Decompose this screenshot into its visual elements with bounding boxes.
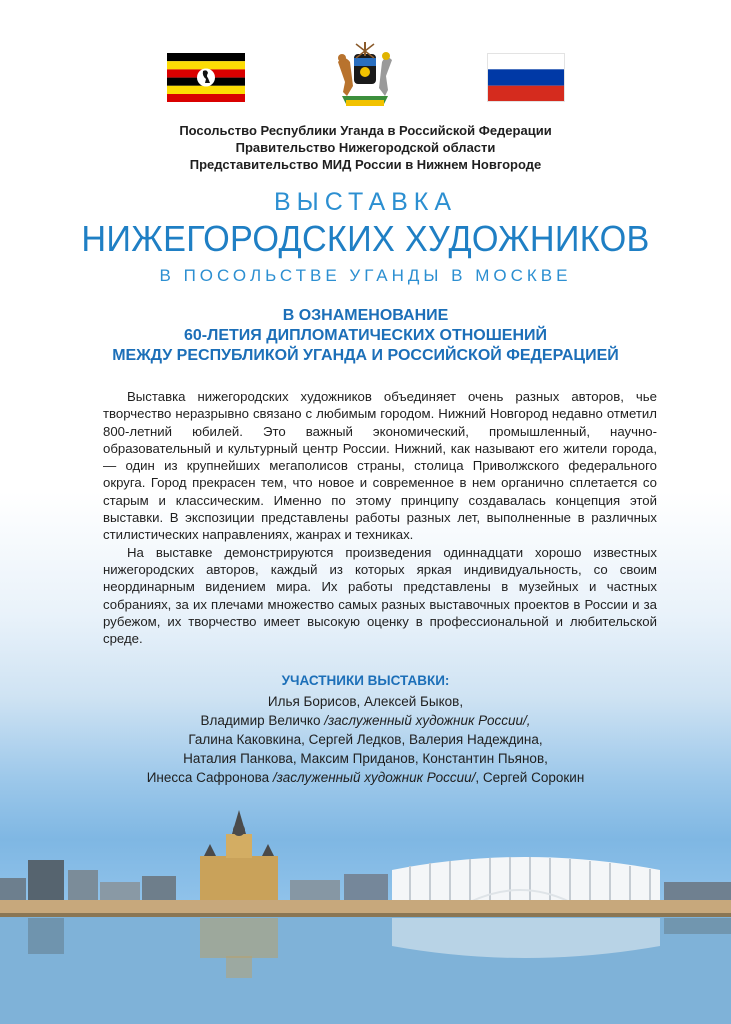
organizer-line: Правительство Нижегородской области (235, 140, 496, 155)
subtitle-block (0, 306, 731, 366)
organizer-line: Представительство МИД России в Нижнем Новгороде (189, 157, 542, 172)
participant-name: Владимир Величко (200, 713, 325, 728)
title-line1: ВЫСТАВКА (273, 188, 458, 216)
description-text (103, 388, 657, 647)
participants-line: Наталия Панкова, Максим Приданов, Константин Пьянов, (183, 751, 548, 766)
subtitle-line: МЕЖДУ РЕСПУБЛИКОЙ УГАНДА И РОССИЙСКОЙ ФЕДЕРАЦИЕЙ (112, 347, 619, 364)
title-line2: НИЖЕГОРОДСКИХ ХУДОЖНИКОВ (81, 218, 650, 259)
city-skyline-image (0, 800, 731, 1024)
participants-line (0, 768, 731, 787)
honorary-title: /заслуженный художник России/ (272, 770, 476, 785)
subtitle-line: 60-ЛЕТИЯ ДИПЛОМАТИЧЕСКИХ ОТНОШЕНИЙ (183, 327, 548, 344)
organizers-block (0, 122, 731, 173)
participants-list (0, 692, 731, 787)
organizer-line: Посольство Республики Уганда в Российской Федерации (179, 123, 552, 138)
russia-flag-icon (487, 53, 565, 102)
participants-line: Галина Каковкина, Сергей Ледков, Валерия Надеждина, (188, 732, 543, 747)
participants-line (0, 711, 731, 730)
paragraph: На выставке демонстрируются произведения одиннадцати хорошо известных нижегородских авторов, каждый из которых яркая индивидуальность, со своим неординарным видением мира. Их работы представлены в музейных и частных собраниях, за их плечами множество самых разных выставочных проектов в России и за рубежом, их творчество имеет высокую оценку в профессиональной и любительской среде. (103, 544, 657, 647)
participant-name: Инесса Сафронова (146, 770, 273, 785)
coat-of-arms-icon (328, 38, 402, 112)
participant-name: , Сергей Сорокин (475, 770, 585, 785)
honorary-title: /заслуженный художник России/, (324, 713, 531, 728)
title-line3: В ПОСОЛЬСТВЕ УГАНДЫ В МОСКВЕ (159, 266, 572, 285)
subtitle-line: В ОЗНАМЕНОВАНИЕ (282, 307, 449, 324)
participants-heading: УЧАСТНИКИ ВЫСТАВКИ: (281, 673, 450, 688)
paragraph: Выставка нижегородских художников объединяет очень разных авторов, чье творчество неразрывно связано с любимым городом. Нижний Новгород недавно отметил 800-летний юбилей. Это важный экономический, промышленный, научно-образовательный и культурный центр России. Нижний, как называют его жители города, — один из крупнейших мегаполисов страны, столица Приволжского федерального округа. Город прекрасен тем, что новое и современное в нем органично сплетается со старым и классическим. Именно по этому принципу создавалась концепция этой выставки. В экспозиции представлены работы разных лет, выполненные в различных стилистических направлениях, жанрах и техниках. (103, 389, 657, 543)
uganda-flag-icon (167, 53, 245, 102)
participants-line: Илья Борисов, Алексей Быков, (267, 694, 464, 709)
